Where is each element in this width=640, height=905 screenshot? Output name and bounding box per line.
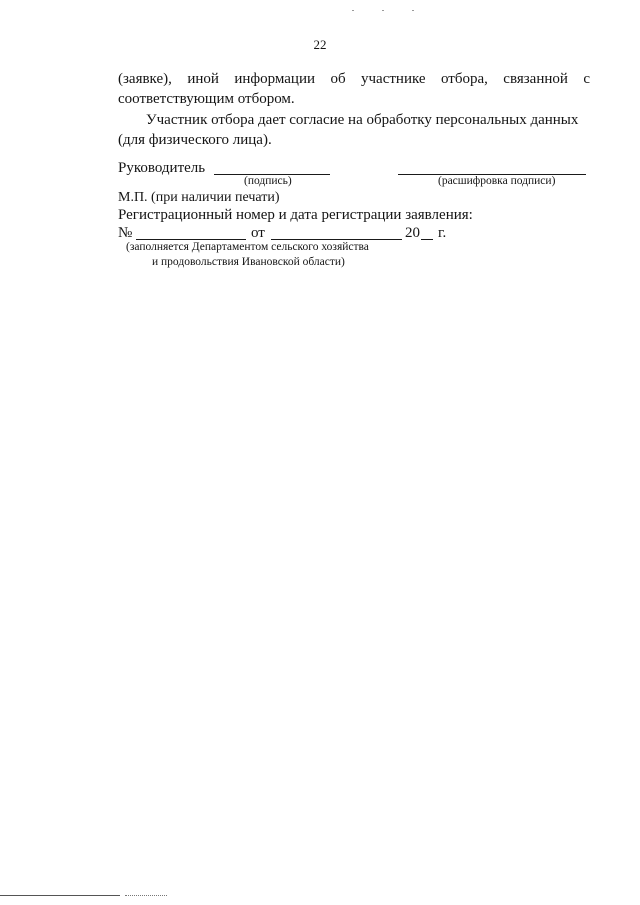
paragraph-line — [118, 69, 590, 89]
signatory-label: Руководитель — [118, 160, 206, 176]
page-number: 22 — [313, 37, 327, 52]
scan-artifact — [382, 10, 384, 11]
word: участнике — [361, 71, 426, 87]
word: иной — [187, 71, 219, 87]
word: информации — [234, 71, 316, 87]
word: с — [583, 71, 590, 87]
footer-rule — [0, 895, 120, 896]
scan-artifact — [352, 10, 354, 11]
year-suffix: г. — [438, 225, 447, 241]
date-from-label: от — [251, 225, 265, 241]
footer-rule — [125, 895, 167, 896]
paragraph-line: Участник отбора дает согласие на обработку персональных данных — [146, 112, 579, 128]
word: (заявке), — [118, 71, 172, 87]
year-prefix: 20 — [405, 225, 420, 241]
word: об — [330, 71, 346, 87]
registration-note: (заполняется Департаментом сельского хозяйства — [126, 241, 369, 253]
decryption-caption: (расшифровка подписи) — [438, 175, 556, 187]
registration-year-line — [421, 239, 433, 240]
stamp-note: М.П. (при наличии печати) — [118, 190, 280, 205]
registration-date-line — [271, 239, 402, 240]
word: связанной — [503, 71, 568, 87]
scan-artifact — [412, 10, 414, 11]
registration-number-line — [136, 239, 246, 240]
registration-heading: Регистрационный номер и дата регистрации заявления: — [118, 207, 473, 223]
number-sign: № — [118, 225, 133, 241]
word: отбора, — [440, 71, 488, 87]
registration-note: и продовольствия Ивановской области) — [152, 256, 345, 268]
paragraph-line: соответствующим отбором. — [118, 91, 295, 107]
signature-caption: (подпись) — [244, 175, 292, 187]
paragraph-line: (для физического лица). — [118, 132, 272, 148]
